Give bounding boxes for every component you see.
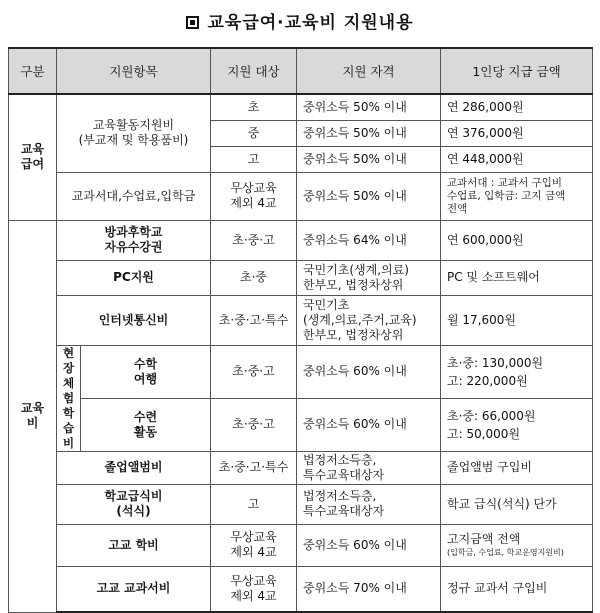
amount-hs-tuition-main: 고지금액 전액	[447, 531, 521, 546]
qual-middle: 중위소득 50% 이내	[297, 120, 441, 146]
qual-training: 중위소득 60% 이내	[297, 398, 441, 451]
table-row	[9, 398, 593, 451]
target-hs-textbook: 무상교육 제외 4교	[211, 566, 297, 612]
table-row	[9, 524, 593, 566]
qual-internet: 국민기초 (생계,의료,주거,교육) 한부모, 법정차상위	[297, 295, 441, 345]
group-edu-cost: 교육 비	[9, 220, 57, 612]
target-afterschool: 초·중·고	[211, 220, 297, 260]
square-bullet-icon	[186, 16, 199, 29]
item-training: 수련 활동	[81, 398, 211, 451]
item-activity	[57, 94, 211, 172]
target-hs-tuition: 무상교육 제외 4교	[211, 524, 297, 566]
amount-textbook-fee: 교과서대 : 교과서 구입비 수업료, 입학금: 고지 금액 전액	[441, 172, 593, 220]
table-row	[9, 172, 593, 220]
table-row	[9, 295, 593, 345]
table-row	[9, 566, 593, 612]
table-row	[9, 260, 593, 295]
item-album: 졸업앨범비	[57, 451, 211, 484]
table-row	[9, 484, 593, 524]
amount-internet: 월 17,600원	[441, 295, 593, 345]
header-item: 지원항목	[57, 48, 211, 94]
qual-afterschool: 중위소득 64% 이내	[297, 220, 441, 260]
header-qualification: 지원 자격	[297, 48, 441, 94]
amount-album: 졸업앨범 구입비	[441, 451, 593, 484]
target-textbook-fee: 무상교육 제외 4교	[211, 172, 297, 220]
target-pc: 초·중	[211, 260, 297, 295]
qual-hs-textbook: 중위소득 70% 이내	[297, 566, 441, 612]
target-internet: 초·중·고·특수	[211, 295, 297, 345]
qual-school-trip: 중위소득 60% 이내	[297, 345, 441, 398]
target-high: 고	[211, 146, 297, 172]
table-row	[9, 94, 593, 120]
item-hs-textbook: 고교 교과서비	[57, 566, 211, 612]
amount-lunch: 학교 급식(석식) 단가	[441, 484, 593, 524]
amount-hs-tuition	[441, 524, 593, 566]
target-album: 초·중·고·특수	[211, 451, 297, 484]
qual-album: 법정저소득층, 특수교육대상자	[297, 451, 441, 484]
header-category: 구분	[9, 48, 57, 94]
item-textbook-fee: 교과서대,수업료,입학금	[57, 172, 211, 220]
page-title-text: 교육급여·교육비 지원내용	[207, 13, 414, 33]
item-activity-sub: (부교재 및 학용품비)	[78, 133, 189, 148]
target-middle: 중	[211, 120, 297, 146]
amount-hs-tuition-sub: (입학금, 수업료, 학교운영지원비)	[447, 547, 564, 557]
qual-high: 중위소득 50% 이내	[297, 146, 441, 172]
target-lunch: 고	[211, 484, 297, 524]
item-internet: 인터넷통신비	[57, 295, 211, 345]
amount-pc: PC 및 소프트웨어	[441, 260, 593, 295]
amount-elementary: 연 286,000원	[441, 94, 593, 120]
group-edu-benefit: 교육 급여	[9, 94, 57, 220]
amount-afterschool: 연 600,000원	[441, 220, 593, 260]
table-row	[9, 451, 593, 484]
table-row	[9, 220, 593, 260]
qual-textbook-fee: 중위소득 50% 이내	[297, 172, 441, 220]
item-activity-title: 교육활동지원비	[92, 118, 175, 133]
support-table	[8, 47, 593, 613]
header-amount: 1인당 지급 금액	[441, 48, 593, 94]
target-elementary: 초	[211, 94, 297, 120]
qual-lunch: 법정저소득층, 특수교육대상자	[297, 484, 441, 524]
qual-pc: 국민기초(생계,의료) 한부모, 법정차상위	[297, 260, 441, 295]
header-target: 지원 대상	[211, 48, 297, 94]
table-header-row	[9, 48, 593, 94]
item-lunch: 학교급식비 (석식)	[57, 484, 211, 524]
item-afterschool: 방과후학교 자유수강권	[57, 220, 211, 260]
qual-hs-tuition: 중위소득 60% 이내	[297, 524, 441, 566]
qual-elementary: 중위소득 50% 이내	[297, 94, 441, 120]
table-row	[9, 345, 593, 398]
target-training: 초·중·고	[211, 398, 297, 451]
amount-middle: 연 376,000원	[441, 120, 593, 146]
page-title	[0, 8, 600, 33]
item-field-trip-group: 현장 체험 학습비	[57, 345, 81, 451]
amount-high: 연 448,000원	[441, 146, 593, 172]
amount-hs-textbook: 정규 교과서 구입비	[441, 566, 593, 612]
amount-training: 초·중: 66,000원 고: 50,000원	[441, 398, 593, 451]
item-pc: PC지원	[57, 260, 211, 295]
target-school-trip: 초·중·고	[211, 345, 297, 398]
item-school-trip: 수학 여행	[81, 345, 211, 398]
amount-school-trip: 초·중: 130,000원 고: 220,000원	[441, 345, 593, 398]
item-hs-tuition: 고교 학비	[57, 524, 211, 566]
